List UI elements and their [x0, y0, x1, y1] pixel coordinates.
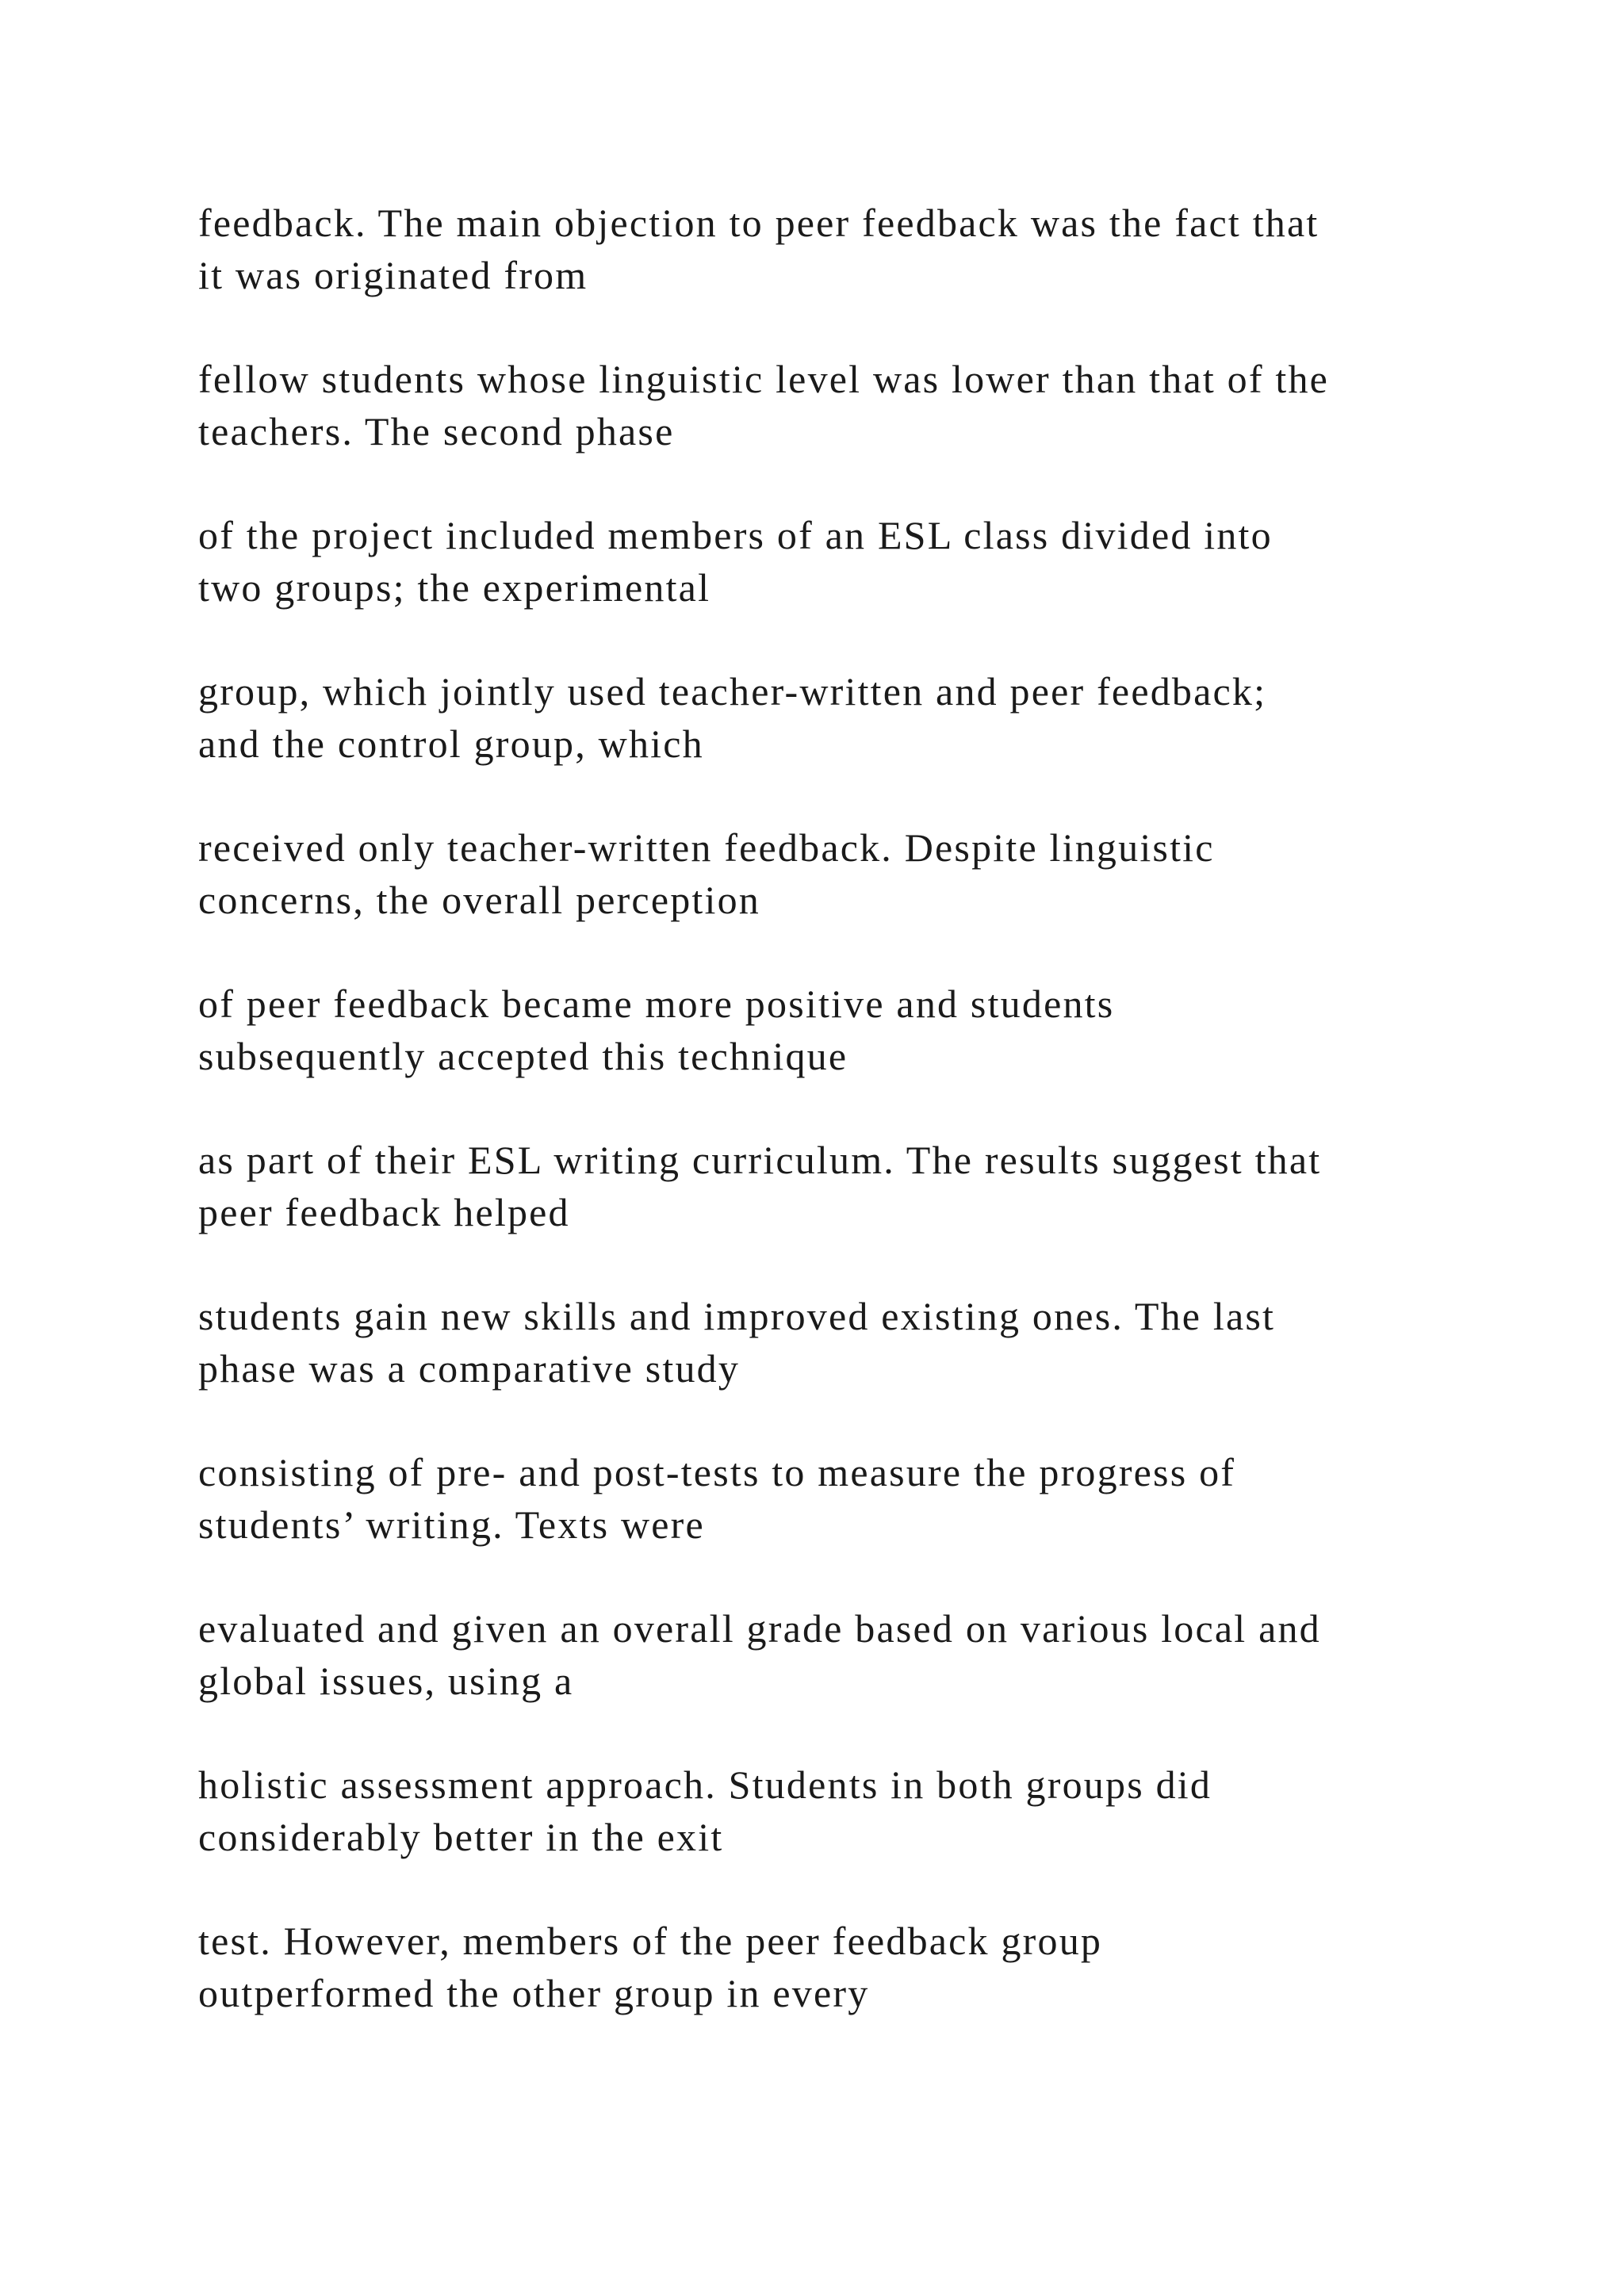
text-line: subsequently accepted this technique [198, 1034, 848, 1078]
paragraph [198, 821, 1507, 926]
paragraph [198, 1446, 1507, 1551]
paragraph [198, 353, 1507, 457]
paragraph [198, 665, 1507, 770]
text-line: feedback. The main objection to peer feedback was the fact that [198, 201, 1320, 245]
text-line: two groups; the experimental [198, 565, 711, 610]
paragraph [198, 978, 1507, 1082]
text-line: as part of their ESL writing curriculum. The results suggest that [198, 1138, 1322, 1182]
text-line: global issues, using a [198, 1659, 574, 1703]
text-line: test. However, members of the peer feedback group [198, 1919, 1103, 1963]
paragraph [198, 1290, 1507, 1395]
paragraph [198, 1134, 1507, 1238]
text-line: students gain new skills and improved existing ones. The last [198, 1294, 1276, 1338]
text-line: consisting of pre- and post-tests to measure the progress of [198, 1450, 1236, 1494]
text-line: group, which jointly used teacher-written and peer feedback; [198, 669, 1267, 714]
text-line: phase was a comparative study [198, 1346, 741, 1391]
text-line: concerns, the overall perception [198, 878, 760, 922]
body-text [198, 197, 1507, 2071]
text-line: evaluated and given an overall grade based on various local and [198, 1606, 1321, 1651]
text-line: teachers. The second phase [198, 409, 675, 453]
text-line: received only teacher-written feedback. Despite linguistic [198, 825, 1215, 870]
paragraph [198, 197, 1507, 301]
paragraph [198, 1758, 1507, 1863]
paragraph [198, 1602, 1507, 1707]
text-line: of the project included members of an ESL class divided into [198, 513, 1273, 557]
text-line: students’ writing. Texts were [198, 1502, 705, 1547]
text-line: and the control group, which [198, 721, 704, 766]
text-line: peer feedback helped [198, 1190, 570, 1234]
text-line: outperformed the other group in every [198, 1971, 870, 2015]
text-line: it was originated from [198, 253, 588, 297]
text-line: of peer feedback became more positive and students [198, 982, 1115, 1026]
text-line: fellow students whose linguistic level was lower than that of the [198, 357, 1330, 401]
paragraph [198, 509, 1507, 614]
paragraph [198, 1915, 1507, 2019]
text-line: considerably better in the exit [198, 1815, 724, 1859]
text-line: holistic assessment approach. Students in both groups did [198, 1762, 1212, 1807]
